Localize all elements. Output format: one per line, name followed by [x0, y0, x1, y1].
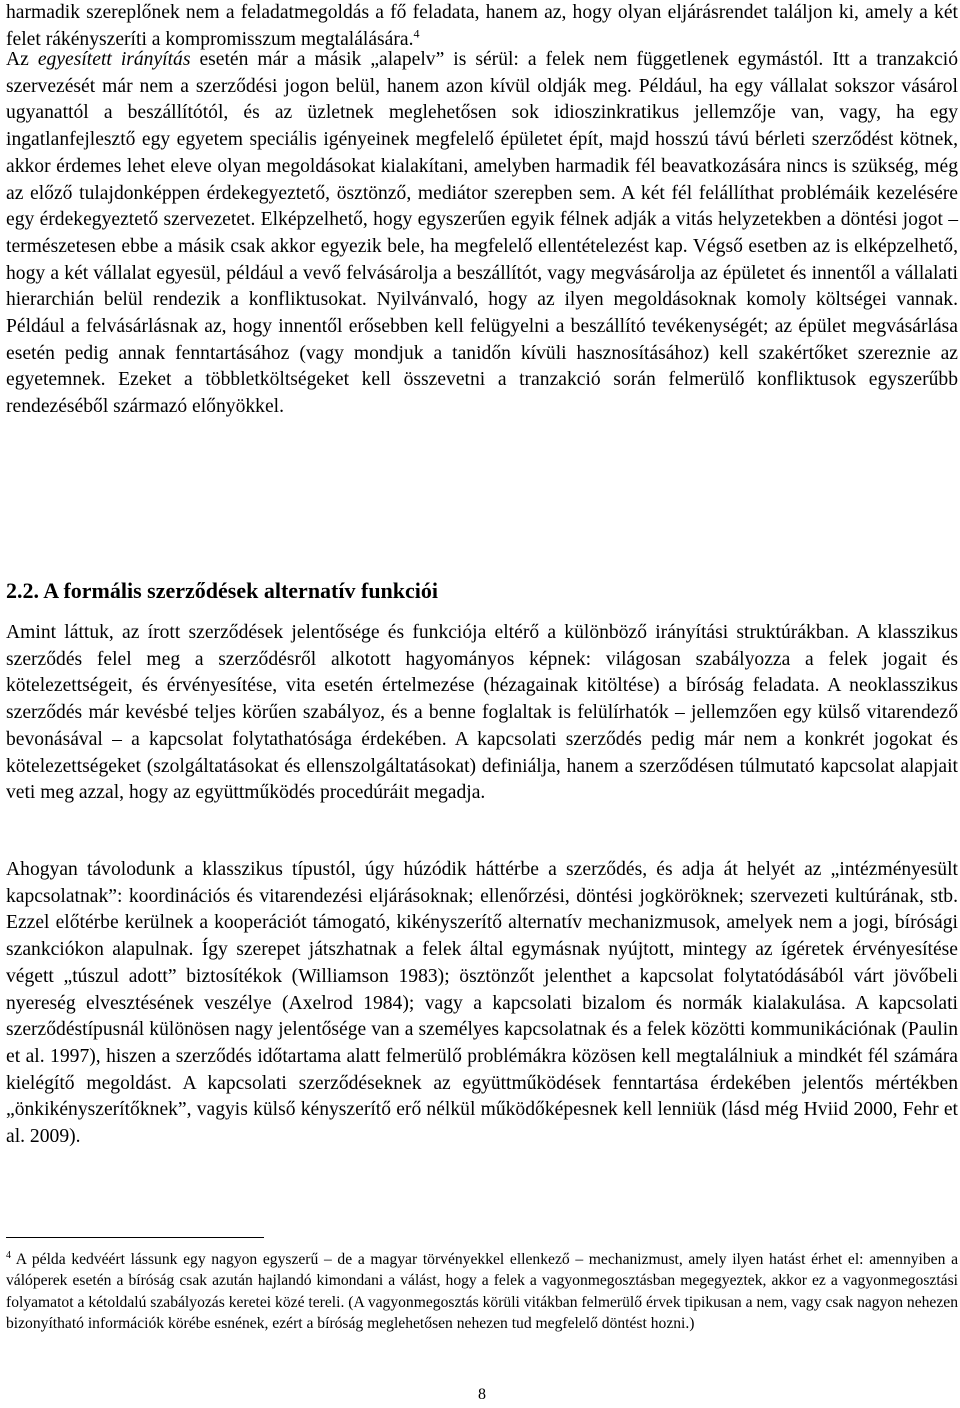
- continued-paragraph: [6, 0, 958, 53]
- footnote-separator: [6, 1237, 264, 1238]
- footnote-text: A példa kedvéért lássunk egy nagyon egyszerű – de a magyar törvényekkel ellenkező – mechanizmust, amely ilyen hatást érhet el: amennyiben a válóperek esetén a bíróság csak azután hajlandó kimondani a válást, hogy a felek a vagyonmegosztásban megegyeztek, akkor ez a vagyonmegosztási folyamatot a kétoldalú szabályozás keretei közé tereli. (A vagyonmegosztás körüli vitákban felmerülő érvek tipikusan a nem, vagy csak nagyon nehezen bizonyítható információk körébe esnének, ezért a bíróság meglehetősen nehezen tud megfelelő döntést hozni.): [6, 1251, 958, 1333]
- paragraph-unified-governance: [6, 47, 958, 421]
- italic-term: egyesített irányítás: [37, 49, 191, 70]
- continued-paragraph-text: harmadik szereplőnek nem a feladatmegoldás a fő feladata, hanem az, hogy olyan eljárásrendet találjon ki, amely a két felet rákényszeríti a kompromisszum megtalálására.: [6, 2, 958, 50]
- section-title: A formális szerződések alternatív funkciói: [43, 578, 439, 603]
- footnote-marker: 4: [6, 1249, 11, 1261]
- paragraph-text-body: esetén már a másik „alapelv” is sérül: a felek nem függetlenek egymástól. Itt a tranzakció szervezését már nem a szerződési jogon belül, hanem azon kívül oldják meg. Például, ha egy vállalat sokszor vásárol ugyanattól a beszállítótól, és az üzletnek meglehetősen sok idioszinkratikus jellemzője van, vagy, ha egy ingatlanfejlesztő egy egyetem speciális igényeinek megfelelő épületet épít, majd hosszú távú bérleti szerződést kötnek, akkor érdemes lehet eleve olyan megoldásokat kialakítani, amelyben harmadik fél beavatkozására nincs is szükség, még az előző tulajdonképpen érdekegyeztető, ösztönző, mediátor szerepben sem. A két fél felállíthat problémáik kezelésére egy érdekegyeztető szervezetet. Elképzelhető, hogy egyszerűen egyik félnek adják a vitás helyzetekben a döntési jogot – természetesen ebbe a másik csak akkor egyezik bele, ha megfelelő ellentételezést kap. Végső esetben az is elképzelhető, hogy a két vállalat egyesül, például a vevő felvásárolja a beszállítót, vagy megvásárolja az épületet és innentől a vállalati hierarchián belül rendezik a konfliktusokat. Nyilvánvaló, hogy az ilyen megoldásoknak komoly költségei vannak. Például a felvásárlásnak az, hogy innentől erősebben kell felügyelni a beszállító tevékenységét; az épület megvásárlása esetén pedig annak fenntartásához (vagy mondjuk a tanidőn kívüli hasznosításához) kell szakértőket szereznie az egyetemnek. Ezeket a többletköltségeket kell összevetni a tranzakció során felmerülő konfliktusok egyszerűbb rendezéséből származó előnyökkel.: [6, 49, 958, 418]
- section-heading: [6, 578, 958, 604]
- page-number: 8: [478, 1386, 486, 1403]
- section-number: 2.2.: [6, 578, 39, 603]
- paragraph-institutionalized-relations: Ahogyan távolodunk a klasszikus típustól, úgy húzódik háttérbe a szerződés, és adja át helyét az „intézményesült kapcsolatnak”: koordinációs és vitarendezési eljárásoknak; ellenőrzési, döntési jogköröknek; szervezeti kultúrának, stb. Ezzel előtérbe kerülnek a kooperációt támogató, kikényszerítő alternatív mechanizmusok, amelyek nem a jogi, bírósági szankciókon alapulnak. Így szerepet játszhatnak a felek által egymásnak nyújtott, mintegy az ígéretek érvényesítése végett „túszul adott” biztosítékok (Williamson 1983); ösztönzőt jelenthet a kapcsolat folytatódásából várt jövőbeli nyereség elvesztésének veszélye (Axelrod 1984); vagy a kapcsolati bizalom és normák kialakulása. A kapcsolati szerződéstípusnál különösen nagy jelentősége van a személyes kapcsolatnak és a felek közötti kommunikációnak (Paulin et al. 1997), hiszen a szerződés időtartama alatt felmerülő problémákra közösen kell megtalálniuk a mindkét fél számára kielégítő megoldást. A kapcsolati szerződéseknek az együttműködések fenntartása érdekében jelentős mértékben „önkikényszerítőknek”, vagyis külső kényszerítő erő nélkül működőképesnek kell lenniük (lásd még Hviid 2000, Fehr et al. 2009).: [6, 859, 958, 1148]
- footnote-reference[interactable]: 4: [413, 26, 420, 41]
- paragraph-formal-contracts: Amint láttuk, az írott szerződések jelentősége és funkciója eltérő a különböző irányítási struktúrákban. A klasszikus szerződés felel meg a szerződésről alkotott hagyományos képnek: világosan szabályozza a felek jogait és kötelezettségeit, és érvényesítése, vita esetén értelmezése (hézagainak kitöltése) a bíróság feladata. A neoklasszikus szerződés már kevésbé teljes körűen szabályoz, és a benne foglaltak is felülírhatók – jellemzően egy külső vitarendező bevonásával – a kapcsolat folytathatósága érdekében. A kapcsolati szerződés pedig már nem a konkrét jogokat és kötelezettségeket (szolgáltatásokat és ellenszolgáltatásokat) definiálja, hanem a szerződésen túlmutató kapcsolat alapjait veti meg azzal, hogy az együttműködés procedúráit megadja.: [6, 622, 958, 804]
- paragraph-text-start: Az: [6, 49, 38, 70]
- footnote: [6, 1249, 958, 1335]
